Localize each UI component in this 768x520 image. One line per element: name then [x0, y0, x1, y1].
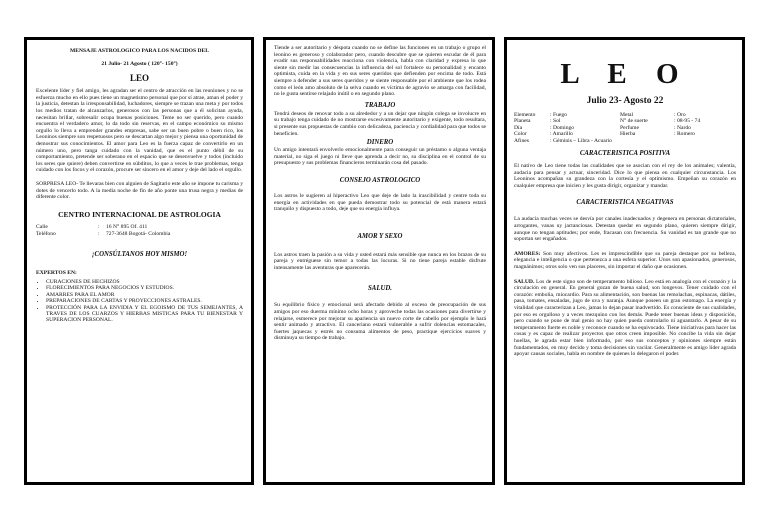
dinero-text: Un amigo intentará envolverlo emocionalmente para conseguir un préstamo o alguna ventaja material, no siga el juego ni lleve que aprenda a decir no, su disciplina en el control de su presupuesto y sus problemas financieros terminarán cosa del pasado.: [274, 147, 486, 167]
intro-text: Tiende a ser autoritario y déspota cuando no se define las funciones en un trabajo o grupo el leonino es generoso y colaborador pero, cuando descubre que se quieren escudar de él para evadir sus responsabilidades reacciona con violencia, habla con claridad y expresa lo que siente sin medir las consecuencias la influencia del sol fortalece su personalidad y encanto optimista, cuida en la vida y en sus seres queridos que defienden por encima de todo. Está siempre a defender a sus seres queridos y se siente responsable por el ambiente que los rodea como el león amo absoluto de la selva cuando es víctima de agravio se amarga con facilidad, no le gusta sentirse relajado inútil o en segundo plano.: [274, 45, 486, 98]
dinero-title: DINERO: [366, 139, 394, 147]
negative-title: CARACTERISTICA NEGATIVAS: [576, 199, 674, 207]
message-title: MENSAJE ASTROLOGICO PARA LOS NACIDOS DEL: [70, 48, 209, 54]
phone-label: Teléfono: [36, 230, 56, 237]
list-item: • FLORECIMIENTOS PARA NEGOCIOS Y ESTUDIOS.: [46, 285, 243, 291]
table-row: Planeta : Sol N° de suerte : 08-95 - 74: [514, 118, 701, 125]
salud-paragraph: [514, 279, 736, 358]
sign-description: Excelente líder y fiel amigo, les agradan ser el centro de atracción en las reuniones y no se esfuerza mucho en ello pues tiene un magnetismo personal que por sí atrae, aman el poder y la justicia, detestan la irresponsabilidad, luchadores, siempre se trazan una meta y por todos los medios tratan de alcanzarlos, generosos con las personas que a él solicitan ayuda, necesitan brillar, sobresalir ocupa buenas posiciones. Teme no ser querido, pero cuando encuentra el verdadero amor, lo da todo sin reservas, en el campo económico su mismo orgullo lo lleva a emprender grandes empresas, sabe ser un buen pobre o buen rico, los Leoninos siempre son respetuosos pero se descartan algo mejor y piensa una oportunidad de demostrar sus conocimientos. El amor para Leo es la fuerza capaz de convertirlo en un número uno, pero tanga cuidado con la vanidad, que es el punto débil de su comportamiento, pretende ser soberano en el espacio que se desenvuelve y todos (incluido los seres que quiere) deben convertirse en súbditos, lo que a veces le trae problemas, tenga cuidado con los focos y el corazón, procure ser sincero en el amor y deje del lado el orgullo.: [36, 88, 243, 174]
amor-text: Los astros traen la pasión a su vida y usted estará más sensible que nunca en los brazos de su pareja y entréguese sin temor a todas las locuras. Si no tiene pareja estable disfrute intensamente las aventuras que aparecerán.: [274, 251, 486, 271]
experts-list: [36, 279, 243, 324]
salud-text: Los de este signo son de temperamento bilioso. Leo está en analogía con el corazón y la circulación en general. En general gozan de buena salud, son longevos. Tener cuidado con el corazón: embolia, miocardio. Para su alimentación, son buenas las remolachas, espinacas, dátiles, pasa, tomates, ensaladas, jugo de uva y naranja. Aunque poseen un gran estomago. La energía y vitalidad que caracterizan a Leo, jamas lo dejan pasar inadvertido. Es consciente de sus cualidades, por eso es orgulloso y a veces mezquino con los demás. Puede tener buenas ideas y disposición, pero cuando se pone de mal genio no hay quien pueda controlarlo ni aguantarlo. A pesar de su temperamento fuerte es noble y reconoce cuando se ha equivocado. Tiene iniciativas para hacer las cosas y es capaz de realizar proyectos que otros creen imposible. No concibe la vida sin dejar huellas, le agrada estar bien informado, por eso sus conceptos y opiniones siempre están fundamentados, en muy decido y toma decisiones sin vacilar. Generalmente es amigo líder agrada apoyar causas sociales, habla en nombre de quienes lo delegaron el poder.: [514, 278, 736, 358]
trabajo-title: TRABAJO: [364, 101, 396, 109]
negative-text: La audacia muchas veces se desvía por canales inadecuados y degenera en personas dictatoriales, arrogantes, vanas uy jactanciosas. Detestan quedar en segundo plano, quieren siempre dirigir, aunque no tengan aptitudes; por ende, fracasan con frecuencia. Su vanidad es tan grande que no soportan ser engañados.: [514, 216, 736, 243]
leo-dates: Julio 23- Agosto 22: [586, 96, 664, 106]
panel-left: [24, 37, 254, 485]
phone-value: 727-3648 Bogotá- Colombia: [106, 230, 171, 237]
salud-text: Su equilibrio físico y emocional será afectado debido al exceso de preocupación de sus amigos por eso duerma mínimo ocho horas y aproveche todas las ocasiones para divertirse y relajarse, esmerece por mejorar su apariencia un nuevo corte de cabello por ejemplo le hará sentir animado y atractivo. El cancerìano estará vulnerable a sufrir dolencias estomacales, fuertes jaquecas y estrés no consuma alimentos de peso, practique ejercicios suaves y disminuya su tiempo de trabajo.: [274, 302, 486, 342]
consejo-title: CONSEJO ASTROLOGICO: [339, 176, 421, 184]
table-row: Día : Domingo Perfume : Nardo: [514, 124, 691, 131]
salud-label: SALUD.: [514, 278, 535, 285]
consejo-text: Los astros le sugieren al hiperactivo Leo que deje de lado la irascibilidad y centre toda su energía en actividades en que pueda demostrar todo su potencial de está manera estará tranquilo y dispuesto a todo, deje que su energía influya.: [274, 192, 486, 213]
experts-title: EXPERTOS EN:: [36, 270, 77, 277]
amor-title: AMOR Y SEXO: [357, 232, 403, 240]
positive-title: CARACTERISTICA POSITIVA: [579, 150, 671, 158]
call-to-action: ¡CONSÚLTANOS HOY MISMO!: [91, 251, 188, 259]
sign-info-table: [514, 112, 700, 144]
address-label: Calle: [36, 224, 48, 231]
amores-label: AMORES:: [514, 250, 541, 257]
list-item: • PREPARACIONES DE CARTAS Y PROYECCIONES ASTRALES.: [46, 298, 243, 304]
amores-paragraph: [514, 251, 736, 271]
list-item: • CURACIONES DE HECHIZOS: [46, 279, 243, 285]
surprise-text: SORPRESA LEO- Te llevaras bien con alguien de Sagitario este año se impone tu carisma y dotes de vencerlo todo. A la media noche de fin de año ponte una trusa negra y medias de diferente color.: [36, 180, 243, 201]
table-row: Afines : Géminis – Libra - Acuario: [514, 137, 612, 144]
center-title: CENTRO INTERNACIONAL DE ASTROLOGIA: [58, 209, 221, 219]
list-item: • AMARRES PARA EL AMOR: [46, 292, 243, 298]
panel-middle: [263, 37, 495, 485]
address-value: 16 N° 895 Of. 411: [106, 224, 148, 231]
table-row: Elemento : Fuego Metal : Oro: [514, 112, 686, 118]
positive-text: El nativo de Leo tiene todas las cualidades que se asocian con el rey de los animales; valentía, audacia para pensar y actuar, sinceridad. Dice lo que piensa en cualquier circunstancia. Los Leoninos acompañan su grandeza con la cortesía y el optimismo. Empeñan su corazón en cualquier empresa que inicien y les gusta dirigir, organizar y mandar.: [514, 163, 736, 189]
message-dates: 21 Julio- 21 Agosto ( 120°- 150°): [101, 60, 178, 67]
amores-text: Son muy afectivos. Les es imprescindible que su pareja destaque por su belleza, elegancia e inteligencia o que pertenezca a una esfera superior. Unos son apasionados, generosos, magnánimos; otros solo ven sus placeres, sin importar el daño que ocasionen.: [514, 250, 736, 270]
trabajo-text: Tendrá deseos de renovar todo a su alrededor y a un dejar que ningún colega se involucre en su trabajo tenga cuidado de no mostrarse excesivamente autoritario y exigente, todo resultara, si presente sus propuestas de cambio con delicadeza, paciencia y cordialidad para que todos se beneficien.: [274, 110, 486, 137]
address-row: Calle : 16 N° 895 Of. 411: [36, 224, 148, 231]
phone-row: Teléfono : 727-3648 Bogotá- Colombia: [36, 230, 171, 237]
salud-title: SALUD.: [368, 285, 392, 293]
list-item: • PROTECCIÓN PARA LA ENVIDIA Y EL EGOISMO DE TUS SEMEJANTES, A TRAVES DE LOS CUARZOS Y HIERBAS MISTICAS PARA TU BIENESTAR Y SUPERACION PERSONAL.: [46, 305, 243, 324]
panel-right: [504, 37, 745, 485]
sign-heading: LEO: [129, 73, 149, 84]
table-row: Color : Amarillo Hierba : Romero: [514, 131, 695, 138]
leo-title: L E O: [560, 58, 690, 90]
